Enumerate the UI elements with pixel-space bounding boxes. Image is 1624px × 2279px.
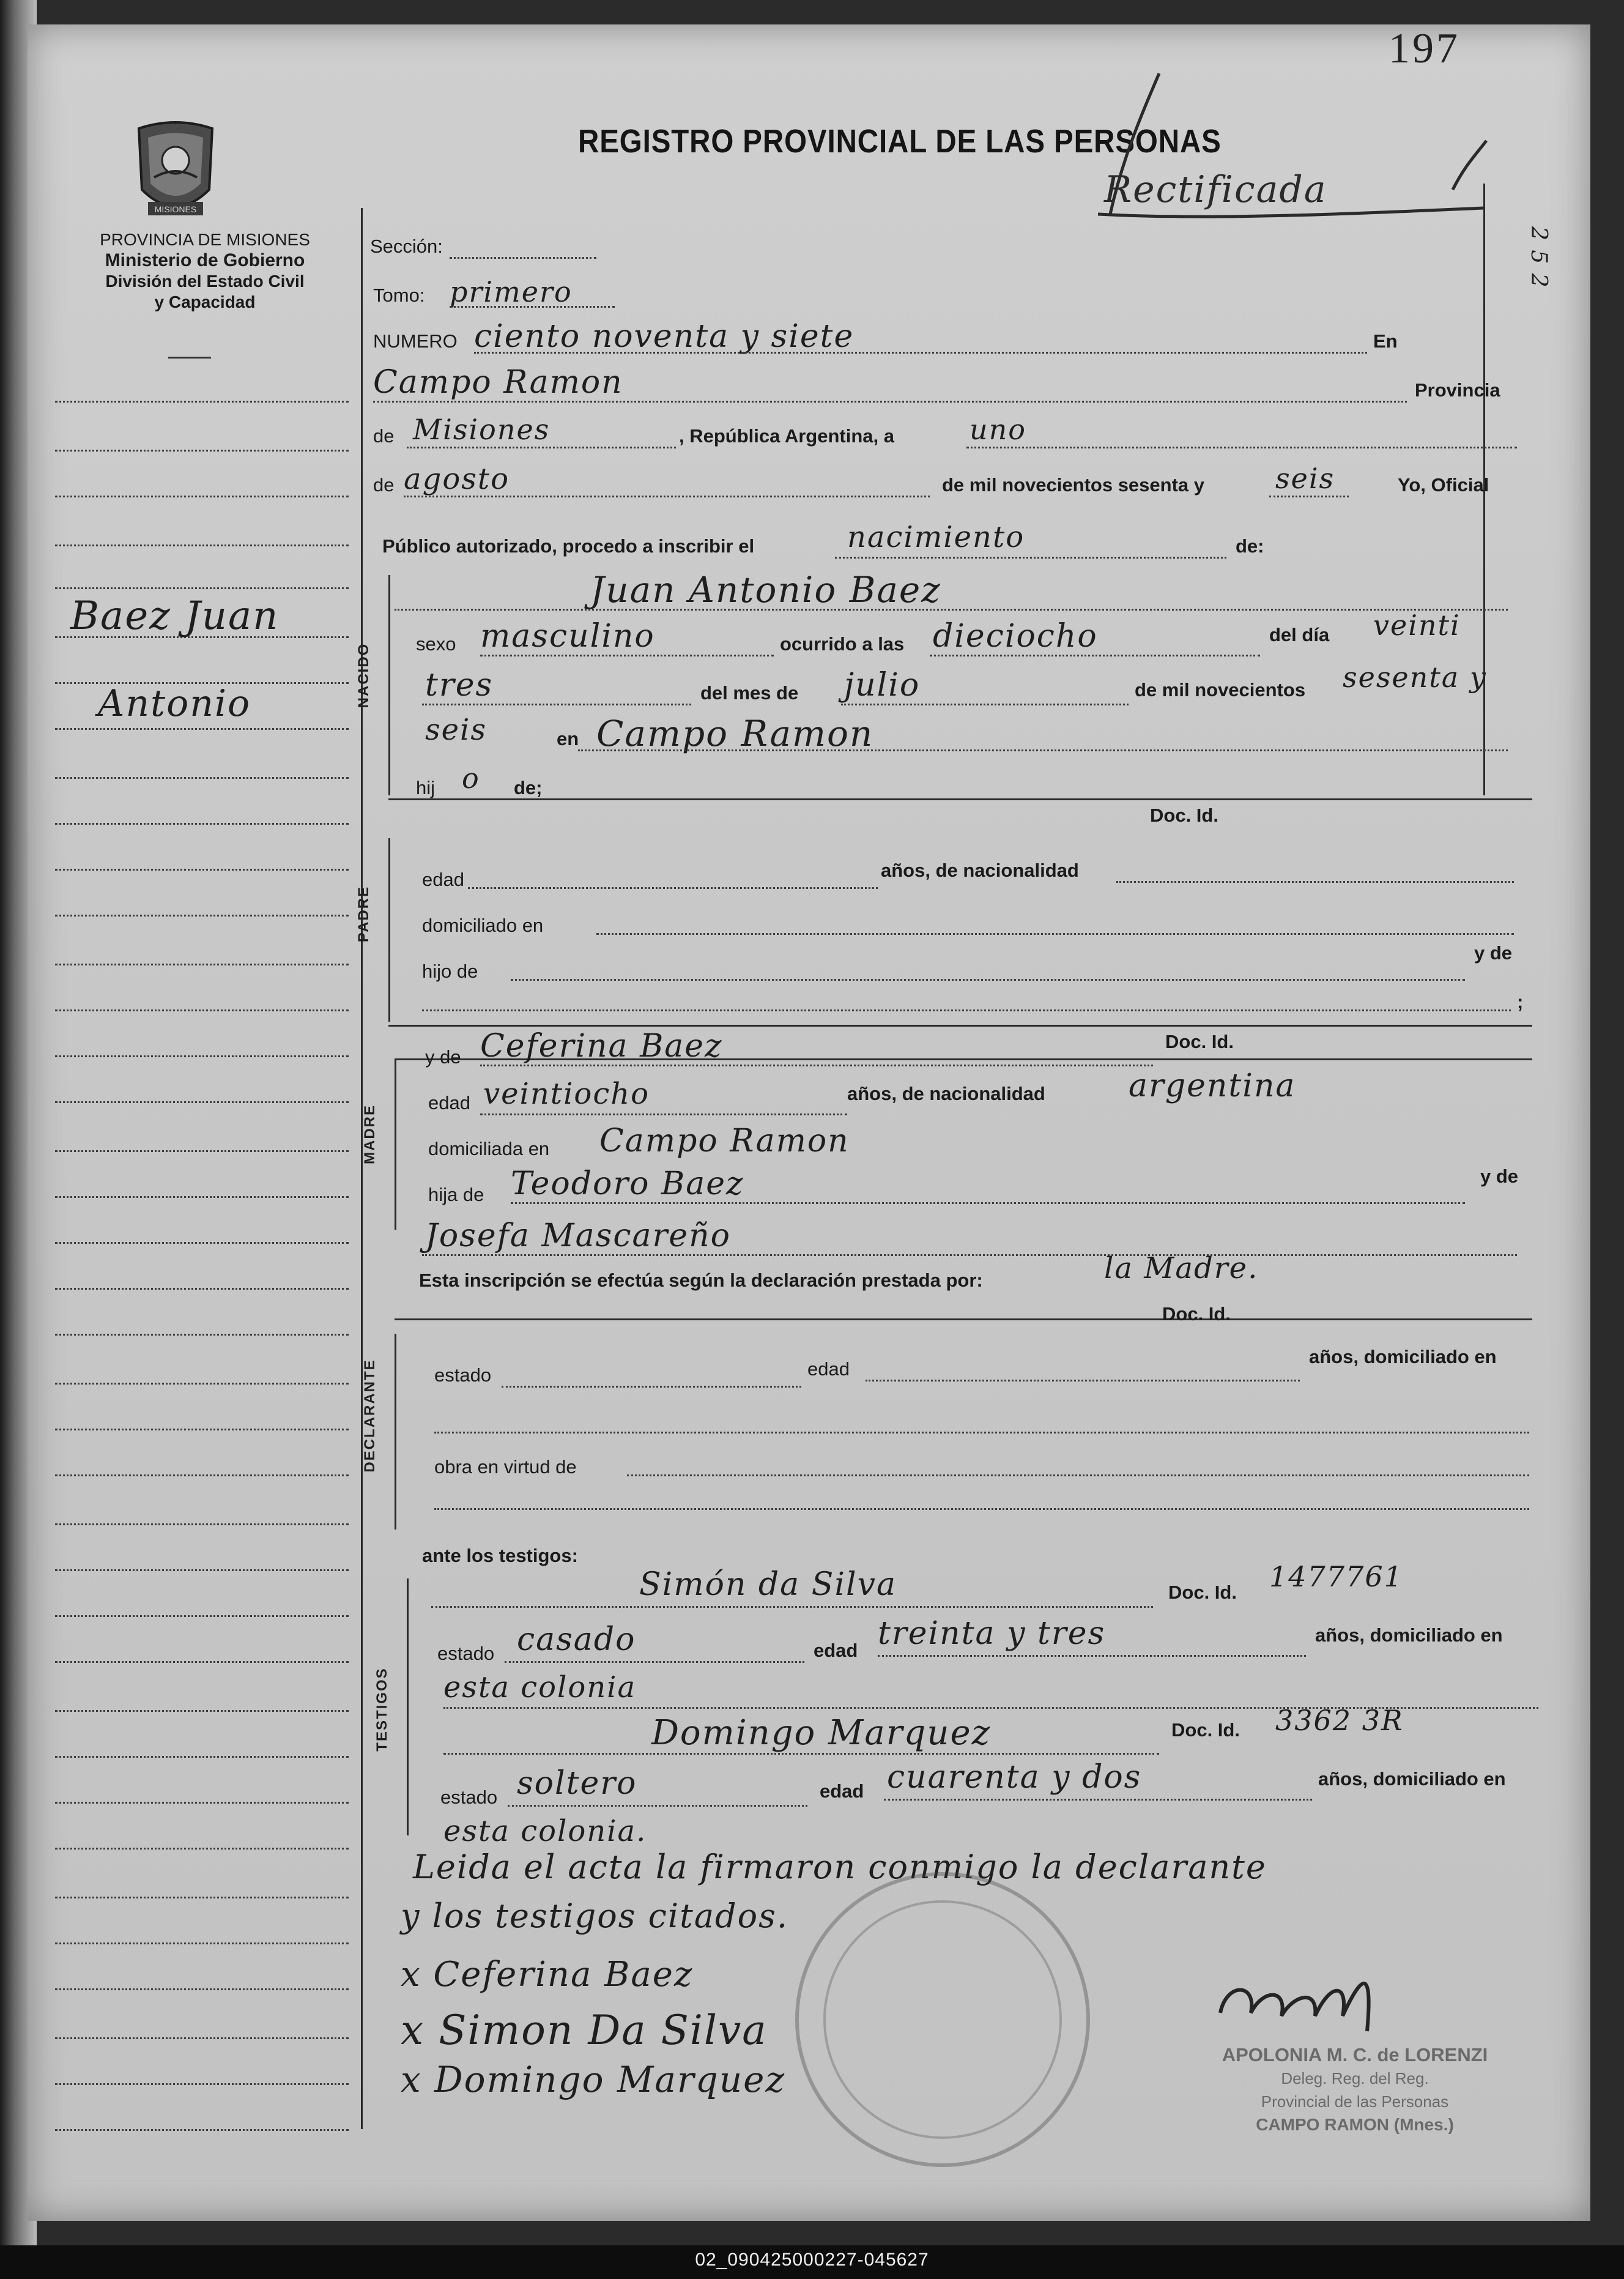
section-label-testigos: TESTIGOS [374, 1667, 390, 1752]
madre-madre-line [422, 1254, 1517, 1256]
issuer-capacity: y Capacidad [154, 292, 256, 311]
madre-edad-line [480, 1113, 847, 1115]
numero-line [474, 352, 1367, 354]
lugar-nac-line [578, 749, 1508, 751]
anio-line [1269, 496, 1349, 497]
padre-yde-label: y de [1474, 942, 1513, 964]
ocurrido-label: ocurrido a las [780, 633, 905, 655]
padre-edad-label: edad [422, 869, 464, 890]
en-nac-label: en [557, 728, 579, 749]
madre-hija-label: hija de [428, 1184, 484, 1205]
madre-nac-label: años, de nacionalidad [847, 1083, 1045, 1104]
issuer-ministry: Ministerio de Gobierno [105, 250, 305, 270]
padre-dom-label: domiciliado en [422, 915, 544, 936]
declarante-doc-label: Doc. Id. [1162, 1303, 1231, 1325]
de3-label: de: [1236, 535, 1264, 557]
dia-nac-value: veinti [1373, 609, 1461, 642]
padre-hijo-label: hijo de [422, 961, 478, 982]
declarante-edad-label: edad [807, 1358, 850, 1380]
anio-label: de mil novecientos sesenta y [942, 474, 1205, 496]
round-official-seal [795, 1872, 1090, 2167]
en-label: En [1373, 330, 1398, 352]
testigo2-edad: cuarenta y dos [887, 1759, 1142, 1796]
hij-label: hij [416, 777, 436, 798]
issuer-division: División del Estado Civil [105, 272, 305, 291]
mes-nac-label: del mes de [700, 682, 799, 704]
stamp-registry: Provincial de las Personas [1261, 2092, 1449, 2111]
inscripcion-value: la Madre. [1104, 1251, 1259, 1285]
de-label: de [373, 425, 395, 447]
obra-label: obra en virtud de [434, 1456, 577, 1478]
misiones-crest-icon [130, 116, 221, 223]
testigo1-edad-line [878, 1655, 1306, 1657]
section-rule-madre [395, 1058, 396, 1230]
testigo2-doc-label: Doc. Id. [1171, 1719, 1240, 1741]
sexo-line [480, 655, 774, 656]
testigo2-estado-label: estado [440, 1786, 498, 1808]
testigo1-dom-label: años, domiciliado en [1315, 1624, 1503, 1646]
signature-simon: x Simon Da Silva [401, 2007, 768, 2054]
section-rule-nacido [388, 575, 390, 795]
margin-name-line1: Baez Juan [70, 593, 280, 639]
section-label-madre: MADRE [362, 1104, 378, 1164]
dia2-line [422, 704, 691, 705]
numero-value: ciento noventa y siete [474, 318, 855, 355]
madre-padre-value: Teodoro Baez [511, 1166, 744, 1202]
testigo1-dom: esta colonia [443, 1670, 637, 1705]
declarante-line4 [434, 1508, 1529, 1510]
testigo2-edad-line [884, 1799, 1312, 1801]
testigo1-estado-line [505, 1661, 804, 1663]
certificate-page [28, 24, 1590, 2221]
sexo-value: masculino [480, 618, 655, 655]
testigo2-estado-line [508, 1805, 807, 1807]
tomo-value: primero [450, 275, 573, 308]
issuer-block [58, 229, 352, 313]
de2-label: de [373, 474, 395, 496]
anio-nac-value: sesenta y [1343, 661, 1487, 694]
ante-testigos-label: ante los testigos: [422, 1545, 578, 1566]
section-label-padre: PADRE [355, 885, 372, 943]
provincia-value: Misiones [413, 413, 551, 446]
yo-oficial-label: Yo, Oficial [1398, 474, 1489, 496]
signature-domingo: x Domingo Marquez [401, 2059, 786, 2100]
padre-hijo-line [511, 979, 1465, 981]
stamp-registrar-name: APOLONIA M. C. de LORENZI [1222, 2044, 1488, 2065]
lugar-line [373, 401, 1407, 403]
declarante-estado-label: estado [434, 1364, 492, 1386]
hij-value: o [462, 762, 480, 795]
madre-madre-value: Josefa Mascareño [425, 1218, 731, 1254]
padre-bottom-rule [388, 1025, 1532, 1027]
madre-dom-value: Campo Ramon [599, 1123, 850, 1159]
padre-dom-line [596, 933, 1514, 935]
section-label-nacido: NACIDO [355, 642, 372, 708]
testigo1-edad: treinta y tres [878, 1615, 1106, 1652]
dia-nac-value2: tres [425, 667, 494, 704]
closing-line2: y los testigos citados. [401, 1897, 788, 1935]
nacido-bottom-rule [388, 798, 1532, 800]
seccion-line [450, 257, 596, 259]
testigo2-nombre-line [443, 1753, 1159, 1755]
madre-edad-label: edad [428, 1092, 470, 1113]
testigo2-dom: esta colonia. [443, 1814, 647, 1848]
dia-value: uno [970, 413, 1026, 446]
scan-filename: 02_090425000227-045627 [695, 2250, 929, 2270]
page-number: 197 [1389, 25, 1460, 72]
margin-name-line2: Antonio [98, 682, 251, 725]
padre-nac-label: años, de nacionalidad [881, 860, 1079, 881]
padre-nac-line [1116, 881, 1514, 883]
section-rule-padre [388, 838, 390, 1022]
section-rule-testigos [407, 1578, 409, 1835]
declarante-dom-label: años, domiciliado en [1309, 1346, 1497, 1367]
rectificada-annotation: Rectificada [1104, 168, 1327, 211]
testigo2-dom-label: años, domiciliado en [1318, 1768, 1506, 1790]
padre-edad-line [468, 887, 878, 889]
mes-line [404, 496, 930, 497]
testigo2-nombre: Domingo Marquez [651, 1713, 992, 1753]
mil-label: de mil novecientos [1135, 679, 1306, 701]
dia-line [966, 447, 1517, 448]
lugar-nac-value: Campo Ramon [596, 713, 874, 754]
testigo1-nombre: Simón da Silva [639, 1566, 897, 1603]
hij-de-label: de; [514, 777, 543, 798]
closing-line1: Leida el acta la firmaron conmigo la declarante [413, 1848, 1267, 1886]
seccion-label: Sección: [370, 236, 443, 257]
testigo1-estado-label: estado [437, 1643, 495, 1664]
acto-value: nacimiento [847, 520, 1025, 554]
madre-edad-value: veintiocho [483, 1077, 650, 1111]
issuer-rule [168, 357, 211, 359]
acto-line [835, 557, 1226, 559]
publico-label: Público autorizado, procedo a inscribir el [382, 535, 755, 557]
madre-dom-label: domiciliada en [428, 1138, 550, 1159]
madre-nac-value: argentina [1129, 1068, 1296, 1104]
declarante-top-rule [395, 1318, 1532, 1320]
padre-semicolon: ; [1517, 991, 1524, 1013]
testigo1-estado: casado [517, 1621, 636, 1658]
crest-label: MISIONES [154, 204, 197, 214]
registrar-stamp [1171, 2043, 1538, 2136]
testigo1-edad-label: edad [814, 1640, 858, 1661]
nacido-nombre-line [395, 609, 1508, 611]
nacido-doc-label: Doc. Id. [1150, 805, 1218, 826]
document-title: REGISTRO PROVINCIAL DE LAS PERSONAS [578, 123, 1222, 160]
dia-nac-label: del día [1269, 624, 1330, 645]
mes-nac-line [841, 704, 1129, 705]
inscripcion-label: Esta inscripción se efectúa según la declaración prestada por: [419, 1270, 983, 1291]
stamp-delegation: Deleg. Reg. del Reg. [1281, 2069, 1429, 2088]
numero-label: NUMERO [373, 330, 458, 352]
testigo2-edad-label: edad [820, 1780, 864, 1802]
republica-label: , República Argentina, a [679, 425, 894, 447]
declarante-line2 [434, 1432, 1529, 1433]
declarante-estado-line [502, 1386, 801, 1388]
hora-line [930, 655, 1260, 656]
nacido-nombre: Juan Antonio Baez [590, 569, 941, 611]
testigo2-doc: 3362 3R [1275, 1704, 1404, 1737]
testigo2-estado: soltero [517, 1765, 637, 1802]
padre-line4 [422, 1009, 1511, 1011]
madre-yde-label: y de [425, 1046, 461, 1068]
anio-nac-value2: seis [425, 713, 488, 747]
tomo-label: Tomo: [373, 284, 425, 306]
tomo-line [450, 306, 615, 308]
mes-value: agosto [404, 462, 510, 496]
testigo1-nombre-line [431, 1606, 1153, 1608]
right-edge-marks: 2 5 2 [1526, 226, 1551, 289]
mes-nac-value: julio [844, 667, 921, 704]
madre-nombre: Ceferina Baez [480, 1028, 723, 1065]
official-signature [1208, 1958, 1392, 2037]
obra-line [627, 1474, 1529, 1476]
declarante-edad-line [866, 1380, 1300, 1381]
stamp-location: CAMPO RAMON (Mnes.) [1256, 2115, 1454, 2134]
provincia-label: Provincia [1415, 379, 1500, 401]
madre-doc-label: Doc. Id. [1165, 1031, 1234, 1052]
provincia-line [407, 447, 676, 448]
section-label-declarante: DECLARANTE [362, 1359, 378, 1473]
anio-value: seis [1275, 462, 1335, 495]
testigo1-doc: 1477761 [1269, 1560, 1403, 1593]
hora-value: dieciocho [933, 618, 1098, 655]
issuer-province: PROVINCIA DE MISIONES [100, 230, 310, 249]
lugar-value: Campo Ramon [373, 364, 623, 401]
madre-yde2-label: y de [1480, 1166, 1519, 1187]
madre-hija-line [511, 1202, 1465, 1204]
signature-ceferina: x Ceferina Baez [401, 1955, 694, 1995]
section-rule-declarante [395, 1334, 396, 1530]
sexo-label: sexo [416, 633, 456, 655]
madre-nombre-line [480, 1065, 1153, 1066]
testigo1-doc-label: Doc. Id. [1168, 1582, 1237, 1603]
rectificada-flourish [1086, 67, 1489, 226]
